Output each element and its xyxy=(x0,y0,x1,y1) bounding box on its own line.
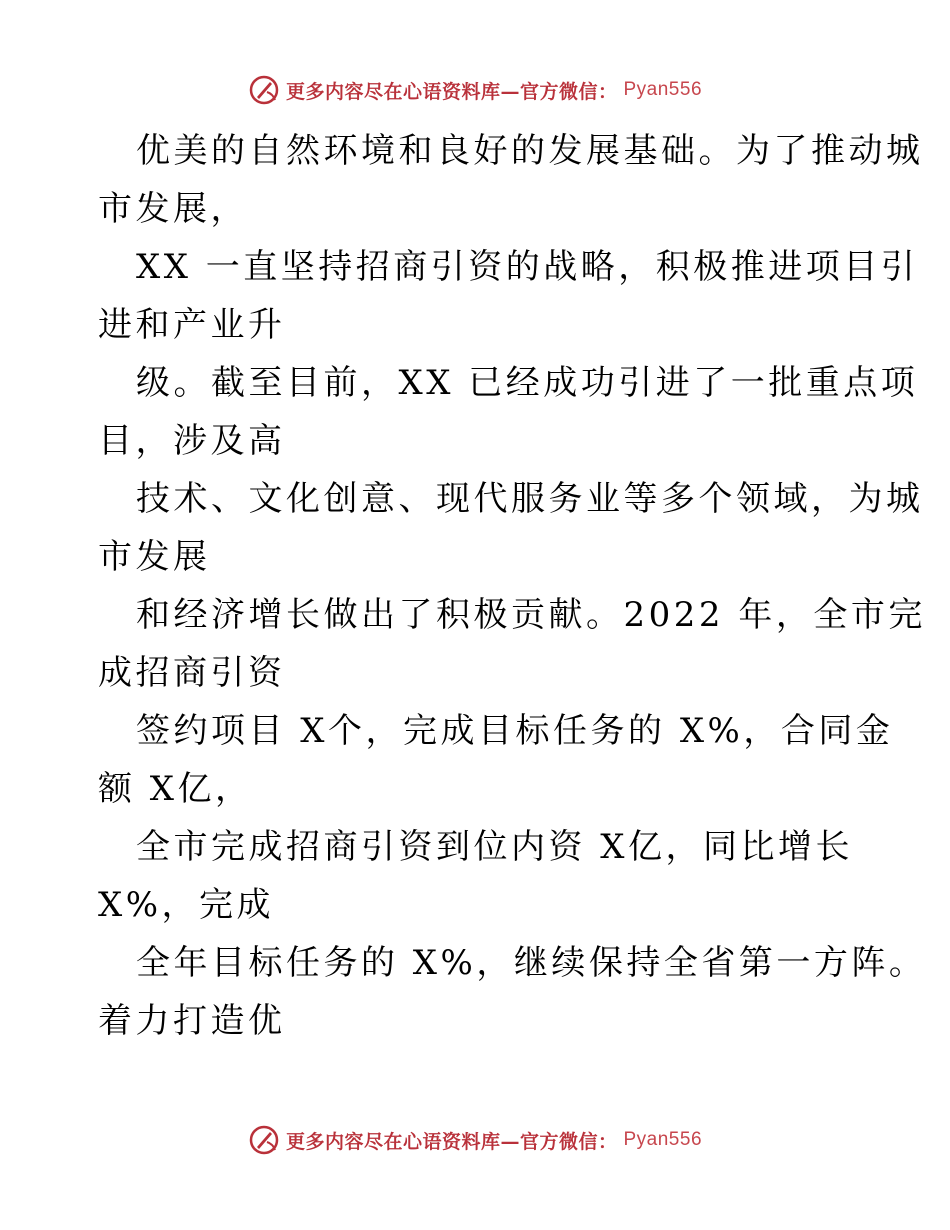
quill-logo-icon xyxy=(248,1124,280,1156)
body-line: XX 一直坚持招商引资的战略，积极推进项目引 xyxy=(136,247,919,287)
quill-logo-icon xyxy=(248,74,280,106)
body-line: 全市完成招商引资到位内资 X亿，同比增长 xyxy=(136,827,854,867)
watermark-text: 更多内容尽在心语资料库—官方微信： xyxy=(285,80,618,103)
document-body xyxy=(98,122,927,1050)
body-line: 优美的自然环境和良好的发展基础。为了推动城 xyxy=(136,131,924,171)
body-line: 进和产业升 xyxy=(98,305,286,345)
body-line: 技术、文化创意、现代服务业等多个领域，为城 xyxy=(136,479,924,519)
body-line: 签约项目 X个，完成目标任务的 X%，合同金 xyxy=(136,711,894,751)
body-line: 市发展 xyxy=(98,537,211,577)
body-line: 额 X亿， xyxy=(98,769,253,809)
body-line: 成招商引资 xyxy=(98,653,286,693)
body-line: 着力打造优 xyxy=(98,1001,286,1041)
body-line: 目，涉及高 xyxy=(98,421,286,461)
body-line: 级。截至目前，XX 已经成功引进了一批重点项 xyxy=(136,363,919,403)
body-line: 全年目标任务的 X%，继续保持全省第一方阵。 xyxy=(136,943,927,983)
watermark-text: 更多内容尽在心语资料库—官方微信： xyxy=(285,1130,618,1153)
footer-watermark xyxy=(0,1120,950,1160)
body-line: 市发展， xyxy=(98,189,248,229)
watermark-wechat-id: Pyan556 xyxy=(623,1129,703,1150)
body-line: 和经济增长做出了积极贡献。2022 年，全市完 xyxy=(136,595,926,635)
header-watermark xyxy=(0,70,950,110)
watermark-wechat-id: Pyan556 xyxy=(623,79,703,100)
body-line: X%，完成 xyxy=(98,885,275,925)
